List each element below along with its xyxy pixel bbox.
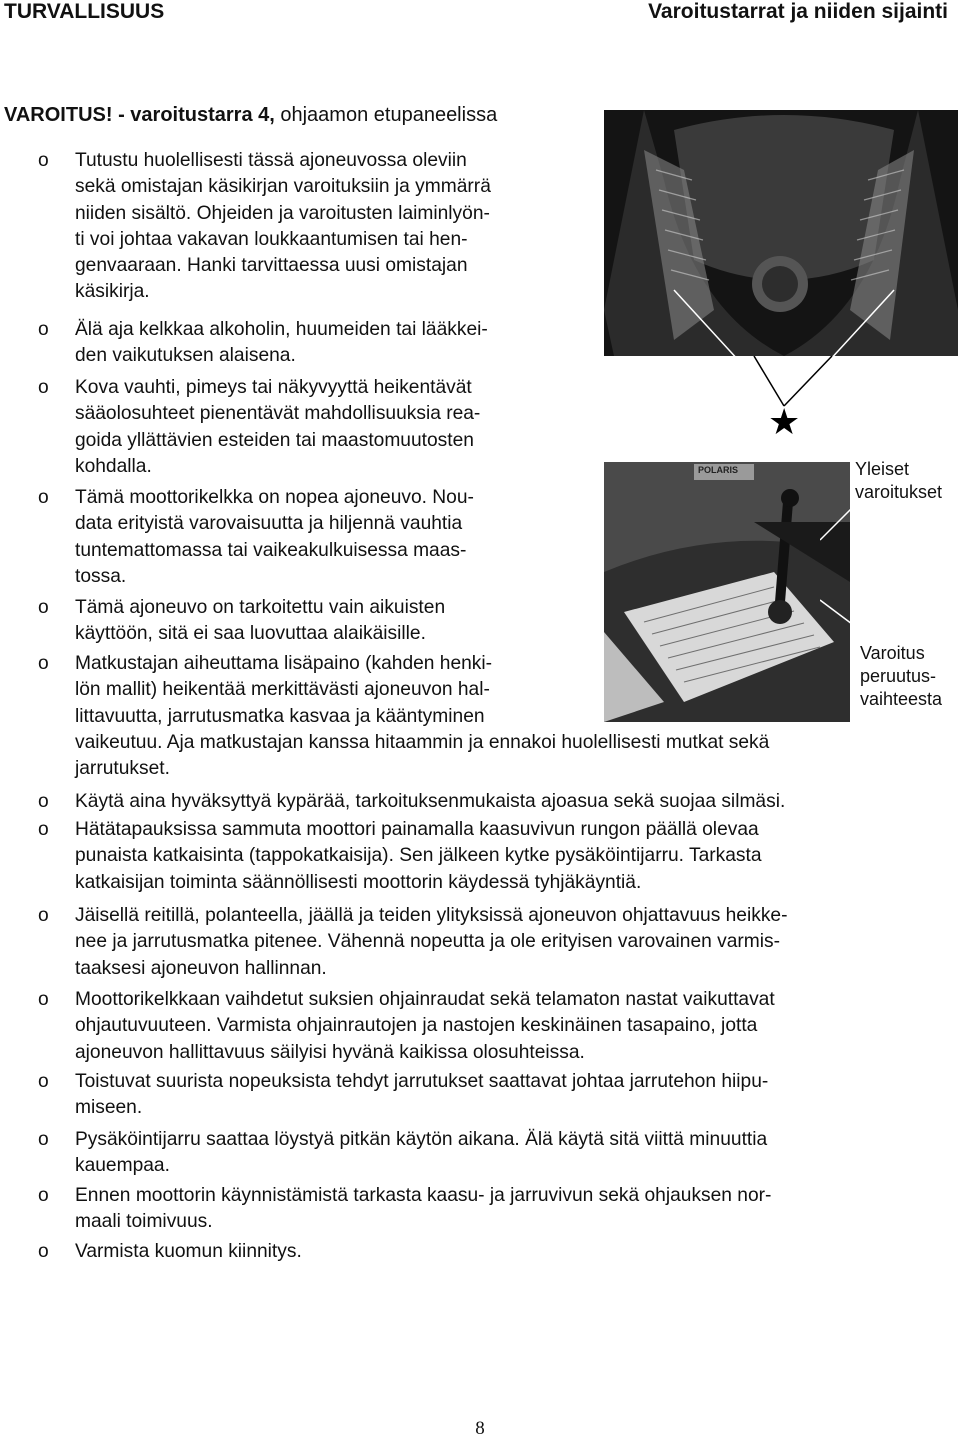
- header-section-title: TURVALLISUUS: [4, 0, 165, 23]
- list-item-line: Tutustu huolellisesti tässä ajoneuvossa oleviin: [75, 150, 467, 171]
- dashboard-photo-illustration: [604, 110, 958, 356]
- list-item-line: ohjautuvuuteen. Varmista ohjainrautojen ja nastojen keskinäinen tasapaino, jotta: [75, 1015, 758, 1037]
- page-number: 8: [475, 1418, 485, 1439]
- list-item-line: vaikeutuu. Aja matkustajan kanssa hitaammin ja ennakoi huolellisesti mutkat sekä: [75, 731, 770, 753]
- list-item-text: [75, 485, 474, 590]
- list-item-line: Toistuvat suurista nopeuksista tehdyt jarrutukset saattavat johtaa jarrutehon hiipu-: [75, 1071, 769, 1092]
- bullet-icon: o: [38, 597, 49, 618]
- list-item-line: katkaisijan toiminta säännöllisesti moottorin käydessä tyhjäkäyntiä.: [75, 871, 642, 893]
- list-item-line: Kova vauhti, pimeys tai näkyvyyttä heikentävät: [75, 377, 472, 398]
- page-header: [0, 0, 960, 30]
- list-item-line: käyttöön, sitä ei saa luovuttaa alaikäisille.: [75, 623, 426, 645]
- list-item: [0, 1183, 945, 1236]
- list-item-line: Tämä moottorikelkka on nopea ajoneuvo. Nou-: [75, 487, 474, 508]
- list-item: [0, 1239, 945, 1265]
- bullet-icon: o: [38, 1071, 49, 1092]
- list-item-text: [75, 317, 488, 370]
- list-item-line: ajoneuvon hallittavuus säilyisi hyvänä kaikissa olosuhteissa.: [75, 1041, 585, 1063]
- brand-label: POLARIS: [698, 465, 739, 475]
- list-item-text: [75, 1239, 302, 1265]
- bullet-icon: o: [38, 905, 49, 926]
- bullet-icon: o: [38, 319, 49, 340]
- dashboard-photo: [604, 110, 958, 356]
- rear-panel-photo: [604, 462, 850, 722]
- list-item-text: [75, 375, 480, 480]
- list-item-text: [75, 1069, 768, 1122]
- list-item-line: data erityistä varovaisuutta ja hiljennä vauhtia: [75, 513, 463, 535]
- caption-pointer-lines: [820, 500, 900, 640]
- list-item-line: miseen.: [75, 1097, 143, 1119]
- caption-line: Yleiset: [855, 459, 910, 479]
- list-item-line: tossa.: [75, 565, 127, 587]
- list-item-line: den vaikutuksen alaisena.: [75, 345, 296, 367]
- list-item: [0, 987, 945, 1066]
- list-item-line: taaksesi ajoneuvon hallinnan.: [75, 957, 327, 979]
- bullet-icon: o: [38, 1129, 49, 1150]
- bullet-icon: o: [38, 819, 49, 840]
- list-item-text: [75, 148, 491, 306]
- list-item-line: käsikirja.: [75, 281, 150, 303]
- bullet-icon: o: [38, 653, 49, 674]
- list-item-text: [75, 595, 445, 648]
- caption-line: peruutus-: [860, 666, 937, 686]
- list-item-line: kohdalla.: [75, 455, 152, 477]
- list-item-line: Jäisellä reitillä, polanteella, jäällä ja teiden ylityksissä ajoneuvon ohjattavuus heikke-: [75, 905, 788, 926]
- list-item-line: Ennen moottorin käynnistämistä tarkasta kaasu- ja jarruvivun sekä ohjauksen nor-: [75, 1185, 772, 1206]
- list-item-line: tuntemattomassa tai vaikeakulkuisessa maas-: [75, 539, 467, 561]
- list-item: [0, 903, 945, 982]
- list-item: [0, 1127, 945, 1180]
- list-item-line: punaista katkaisinta (tappokatkaisija). Sen jälkeen kytke pysäköintijarru. Tarkasta: [75, 845, 762, 867]
- list-item-text: [75, 987, 775, 1066]
- list-item-line: Älä aja kelkkaa alkoholin, huumeiden tai lääkkei-: [75, 319, 488, 340]
- list-item-line: Käytä aina hyväksyttyä kypärää, tarkoituksenmukaista ajoasua sekä suojaa silmäsi.: [75, 791, 786, 812]
- header-topic-title: Varoitustarrat ja niiden sijainti: [648, 0, 948, 23]
- bullet-icon: o: [38, 1185, 49, 1206]
- warning-heading: [4, 104, 497, 127]
- warning-heading-rest: ohjaamon etupaneelissa: [274, 104, 498, 126]
- list-item-line: Pysäköintijarru saattaa löystyä pitkän käytön aikana. Älä käytä sitä viittä minuuttia: [75, 1129, 768, 1150]
- list-item-line: Matkustajan aiheuttama lisäpaino (kahden henki-: [75, 653, 493, 674]
- list-item-line: sääolosuhteet pienentävät mahdollisuuksia rea-: [75, 403, 481, 425]
- list-item-line: jarrutukset.: [75, 758, 170, 780]
- list-item: [0, 1069, 945, 1122]
- list-item-line: genvaaraan. Hanki tarvittaessa uusi omistajan: [75, 255, 468, 277]
- list-item-line: goida yllättävien esteiden tai maastomuutosten: [75, 429, 474, 451]
- list-item-line: Tämä ajoneuvo on tarkoitettu vain aikuisten: [75, 597, 446, 618]
- bullet-icon: o: [38, 150, 49, 171]
- list-item-line: sekä omistajan käsikirjan varoituksiin ja ymmärrä: [75, 176, 491, 198]
- list-item-text: [75, 817, 762, 896]
- list-item-line: maali toimivuus.: [75, 1211, 213, 1233]
- list-item-line: nee ja jarrutusmatka pitenee. Vähennä nopeutta ja ole erityisen varovainen varmis-: [75, 931, 781, 953]
- list-item: [0, 817, 945, 896]
- caption-line: Varoitus: [860, 643, 925, 663]
- bullet-icon: o: [38, 791, 49, 812]
- list-item: [0, 789, 945, 815]
- rear-panel-photo-illustration: [604, 462, 850, 722]
- warning-heading-strong: VAROITUS! - varoitustarra 4,: [4, 104, 275, 126]
- bullet-icon: o: [38, 377, 49, 398]
- list-item-line: niiden sisältö. Ohjeiden ja varoitusten laiminlyön-: [75, 202, 490, 224]
- list-item-line: Hätätapauksissa sammuta moottori painamalla kaasuvivun rungon päällä olevaa: [75, 819, 759, 840]
- list-item-text: [75, 903, 787, 982]
- caption-reverse-warning: [860, 642, 942, 711]
- bullet-icon: o: [38, 487, 49, 508]
- list-item-text: [75, 1183, 771, 1236]
- list-item-line: Varmista kuomun kiinnitys.: [75, 1241, 302, 1262]
- caption-general-warnings: [855, 458, 942, 504]
- list-item-line: Moottorikelkkaan vaihdetut suksien ohjainraudat sekä telamaton nastat vaikuttavat: [75, 989, 775, 1010]
- list-item-line: littavuutta, jarrutusmatka kasvaa ja kääntyminen: [75, 705, 485, 727]
- caption-line: varoitukset: [855, 482, 943, 502]
- list-item-text: [75, 789, 785, 815]
- bullet-icon: o: [38, 989, 49, 1010]
- list-item-line: lön mallit) heikentää merkittävästi ajoneuvon hal-: [75, 679, 490, 701]
- caption-line: vaihteesta: [860, 689, 943, 709]
- list-item-line: kauempaa.: [75, 1155, 170, 1177]
- list-item-line: ti voi johtaa vakavan loukkaantumisen tai hen-: [75, 228, 468, 250]
- star-marker-icon: ★: [768, 401, 801, 442]
- bullet-icon: o: [38, 1241, 49, 1262]
- list-item-text: [75, 1127, 767, 1180]
